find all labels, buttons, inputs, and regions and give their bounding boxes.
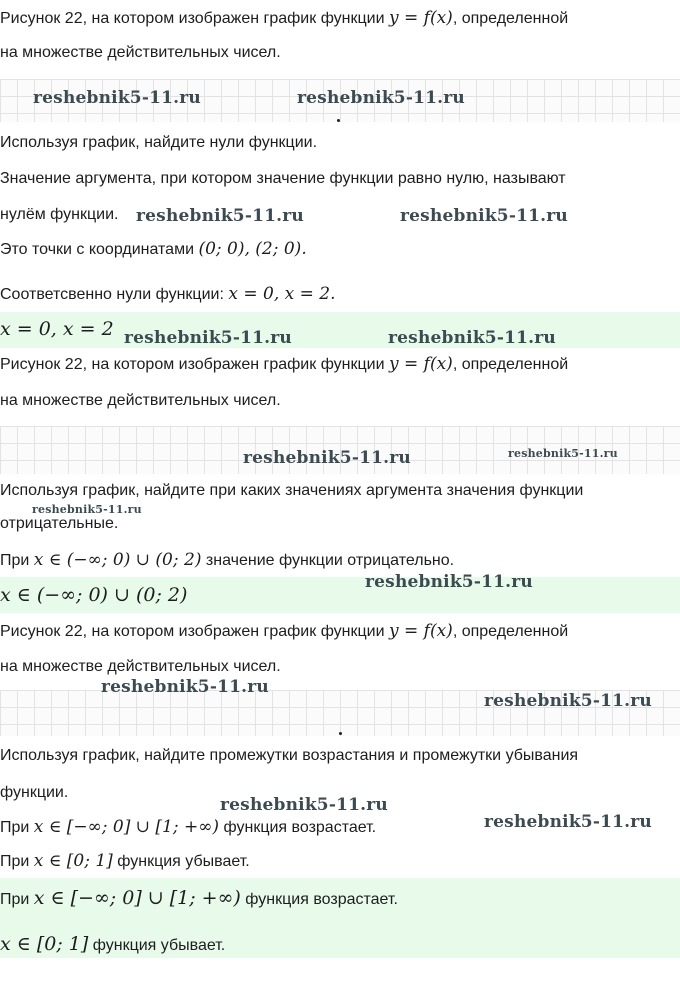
section2-question-line2: отрицательные. <box>0 515 119 532</box>
section1-explanation-line1: Значение аргумента, при котором значение функции равно нулю, называют <box>0 170 566 187</box>
section2-result <box>0 549 454 572</box>
section3-answer-dec-formula: x ∈ [0; 1] <box>0 933 89 955</box>
watermark: reshebnik5-11.ru <box>297 88 465 108</box>
section3-inc-prefix: При <box>0 819 34 836</box>
section3-answer-inc-suffix: функция возрастает. <box>240 891 398 908</box>
section1-question: Используя график, найдите нули функции. <box>0 134 318 151</box>
section3-inc-suffix: функция возрастает. <box>219 819 377 836</box>
watermark: reshebnik5-11.ru <box>243 448 411 468</box>
section3-increasing <box>0 816 376 839</box>
watermark: reshebnik5-11.ru <box>508 447 618 460</box>
section3-answer-increasing <box>0 887 398 911</box>
watermark: reshebnik5-11.ru <box>484 812 652 832</box>
section2-result-suffix: значение функции отрицательно. <box>201 552 455 569</box>
section1-title-text-a: Рисунок 22, на котором изображен график функции <box>0 10 389 27</box>
section3-answer-inc-formula: x ∈ [−∞; 0] ∪ [1; +∞) <box>33 887 241 909</box>
section2-title-line2: на множестве действительных чисел. <box>0 392 281 409</box>
section3-title-formula: y = f(x) <box>389 621 453 641</box>
section1-explanation-line2: нулём функции. <box>0 206 119 223</box>
watermark: reshebnik5-11.ru <box>365 572 533 592</box>
section1-result-text: Соответсвенно нули функции: <box>0 286 229 303</box>
section3-title-text-b: , определенной <box>452 623 569 640</box>
watermark: reshebnik5-11.ru <box>33 88 201 108</box>
section1-answer: x = 0, x = 2 <box>0 318 114 340</box>
section1-result <box>0 283 335 306</box>
section3-title-text-a: Рисунок 22, на котором изображен график функции <box>0 623 389 640</box>
section3-answer-decreasing <box>0 933 225 957</box>
graph-point-marker <box>337 119 340 122</box>
section3-dec-suffix: функция убывает. <box>112 853 250 870</box>
section3-title-line1 <box>0 620 568 643</box>
section3-dec-prefix: При <box>0 853 34 870</box>
section2-result-formula: x ∈ (−∞; 0) ∪ (0; 2) <box>33 550 202 570</box>
section2-result-prefix: При <box>0 552 34 569</box>
section2-question-line1: Используя график, найдите при каких значениях аргумента значения функции <box>0 482 584 499</box>
section3-question-line1: Используя график, найдите промежутки возрастания и промежутки убывания <box>0 747 579 764</box>
section1-title-formula: y = f(x) <box>389 8 453 28</box>
section3-answer-dec-suffix: функция убывает. <box>88 937 226 954</box>
section1-points-text: Это точки с координатами <box>0 241 199 258</box>
section2-title-text-b: , определенной <box>452 356 569 373</box>
section1-title-line1 <box>0 7 568 30</box>
section3-question-line2: функции. <box>0 784 69 801</box>
section1-title-line2: на множестве действительных чисел. <box>0 44 281 61</box>
section2-title-formula: y = f(x) <box>389 354 453 374</box>
watermark: reshebnik5-11.ru <box>484 691 652 711</box>
section3-answer-box <box>0 878 680 958</box>
section2-answer: x ∈ (−∞; 0) ∪ (0; 2) <box>0 584 188 606</box>
section1-answer-box <box>0 312 680 348</box>
section3-dec-formula: x ∈ [0; 1] <box>33 851 113 871</box>
watermark: reshebnik5-11.ru <box>388 328 556 348</box>
watermark: reshebnik5-11.ru <box>124 328 292 348</box>
section2-answer-box <box>0 577 680 613</box>
section2-title-text-a: Рисунок 22, на котором изображен график функции <box>0 356 389 373</box>
watermark: reshebnik5-11.ru <box>400 206 568 226</box>
section1-title-text-b: , определенной <box>452 10 569 27</box>
section3-answer-inc-prefix: При <box>0 891 34 908</box>
section3-inc-formula: x ∈ [−∞; 0] ∪ [1; +∞) <box>33 817 220 837</box>
graph-point-marker <box>339 732 342 735</box>
watermark: reshebnik5-11.ru <box>32 503 142 516</box>
watermark: reshebnik5-11.ru <box>101 677 269 697</box>
section1-points <box>0 238 307 261</box>
section3-decreasing <box>0 850 250 873</box>
section1-result-formula: x = 0, x = 2. <box>228 284 336 304</box>
section1-points-formula: (0; 0), (2; 0). <box>198 239 307 259</box>
section2-title-line1 <box>0 353 568 376</box>
watermark: reshebnik5-11.ru <box>136 206 304 226</box>
section3-title-line2: на множестве действительных чисел. <box>0 658 281 675</box>
watermark: reshebnik5-11.ru <box>220 795 388 815</box>
